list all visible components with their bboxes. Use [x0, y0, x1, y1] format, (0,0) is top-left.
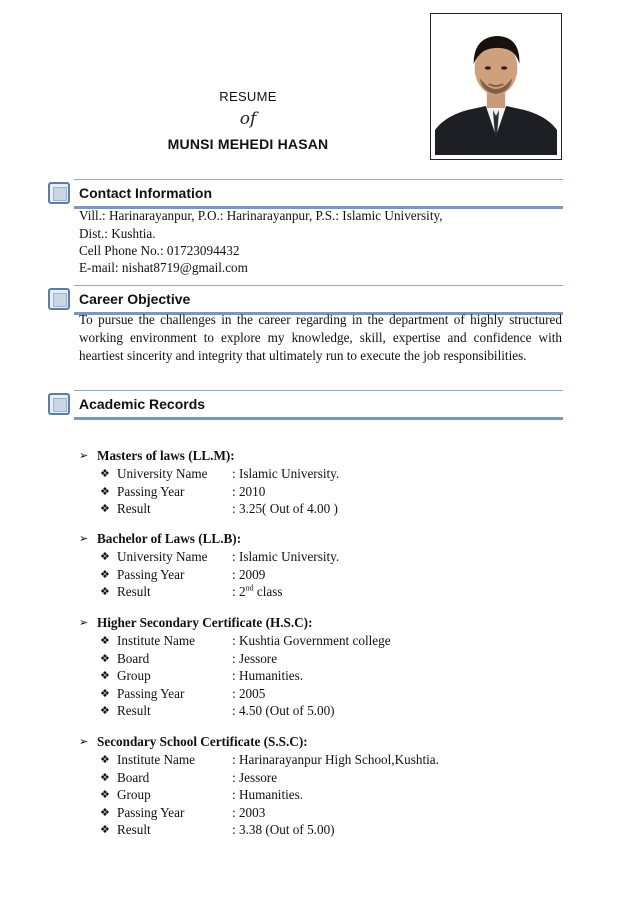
diamond-bullet-icon: ❖	[100, 634, 110, 647]
record-key: Passing Year	[117, 483, 185, 499]
record-key: Group	[117, 787, 151, 802]
record-key: Passing Year	[117, 685, 185, 701]
record-value: : Kushtia Government college	[232, 633, 391, 648]
diamond-bullet-icon: ❖	[100, 770, 110, 784]
diamond-bullet-icon: ❖	[100, 585, 110, 598]
section-career-header	[48, 288, 563, 310]
arrow-bullet-icon: ➢	[79, 616, 89, 629]
record-value: : 3.25( Out of 4.00 )	[232, 501, 338, 516]
candidate-name: MUNSI MEHEDI HASAN	[167, 136, 329, 152]
section-box-icon	[48, 288, 70, 310]
diamond-bullet-icon: ❖	[100, 567, 110, 581]
record-key: Result	[117, 703, 151, 718]
record-value: : Harinarayanpur High School,Kushtia.	[232, 752, 439, 767]
record-value: : 2010	[232, 483, 266, 499]
contact-address-line2: Dist.: Kushtia.	[79, 226, 156, 241]
diamond-bullet-icon: ❖	[100, 753, 110, 766]
record-value: : Humanities.	[232, 787, 304, 802]
record-key: University Name	[117, 466, 208, 481]
record-key: University Name	[117, 549, 208, 564]
record-key: Result	[117, 584, 151, 599]
record-ssc	[79, 733, 569, 839]
record-value: : Jessore	[232, 769, 278, 785]
record-value: : 2005	[232, 685, 266, 701]
section-contact-header	[48, 182, 563, 204]
contact-phone: Cell Phone No.: 01723094432	[79, 243, 240, 258]
arrow-bullet-icon: ➢	[79, 449, 89, 462]
record-key: Institute Name	[117, 633, 196, 648]
ordinal-suffix: nd	[245, 583, 254, 593]
diamond-bullet-icon: ❖	[100, 686, 110, 700]
arrow-bullet-icon: ➢	[79, 735, 89, 748]
contact-email: E-mail: nishat8719@gmail.com	[79, 260, 248, 275]
record-key: Result	[117, 501, 151, 516]
record-key: Result	[117, 822, 151, 837]
record-value: : 4.50 (Out of 5.00)	[232, 703, 335, 718]
record-llm	[79, 447, 569, 518]
diamond-bullet-icon: ❖	[100, 550, 110, 563]
record-key: Board	[117, 769, 150, 785]
record-value: : Islamic University.	[232, 549, 340, 564]
resume-label: RESUME	[219, 89, 277, 104]
record-llb	[79, 530, 569, 601]
diamond-bullet-icon: ❖	[100, 669, 110, 682]
section-box-icon	[48, 182, 70, 204]
record-value: : Jessore	[232, 650, 278, 666]
diamond-bullet-icon: ❖	[100, 788, 110, 801]
section-title: Academic Records	[79, 396, 206, 412]
diamond-bullet-icon: ❖	[100, 484, 110, 498]
section-box-icon	[48, 393, 70, 415]
record-key: Group	[117, 668, 151, 683]
career-objective-text: To pursue the challenges in the career regarding in the department of highly structured working environment to explore my knowledge, skill, expertise and confidence with heartiest sincerity and integrity that ultimately run to execute the job responsibilities.	[79, 312, 562, 363]
diamond-bullet-icon: ❖	[100, 467, 110, 480]
record-value: : 3.38 (Out of 5.00)	[232, 822, 335, 837]
record-heading: Masters of laws (LL.M):	[97, 448, 235, 463]
contact-address-line1: Vill.: Harinarayanpur, P.O.: Harinarayanpur, P.S.: Islamic University,	[79, 208, 443, 223]
of-label: of	[239, 109, 257, 129]
record-key: Passing Year	[117, 804, 185, 820]
section-academic-header	[48, 393, 563, 415]
record-heading: Bachelor of Laws (LL.B):	[97, 531, 242, 546]
diamond-bullet-icon: ❖	[100, 704, 110, 717]
record-heading: Secondary School Certificate (S.S.C):	[97, 734, 308, 749]
section-title: Career Objective	[79, 291, 191, 307]
diamond-bullet-icon: ❖	[100, 502, 110, 515]
record-value: : 2009	[232, 566, 266, 582]
arrow-bullet-icon: ➢	[79, 532, 89, 545]
diamond-bullet-icon: ❖	[100, 823, 110, 836]
section-title: Contact Information	[79, 185, 212, 201]
record-heading: Higher Secondary Certificate (H.S.C):	[97, 615, 313, 630]
diamond-bullet-icon: ❖	[100, 805, 110, 819]
record-value: : 2nd class	[232, 583, 283, 599]
profile-photo	[430, 13, 562, 160]
record-value: : 2003	[232, 804, 266, 820]
record-value: : Humanities.	[232, 668, 304, 683]
diamond-bullet-icon: ❖	[100, 651, 110, 665]
record-value: : Islamic University.	[232, 466, 340, 481]
record-key: Passing Year	[117, 566, 185, 582]
record-key: Board	[117, 650, 150, 666]
record-key: Institute Name	[117, 752, 196, 767]
record-hsc	[79, 614, 569, 720]
